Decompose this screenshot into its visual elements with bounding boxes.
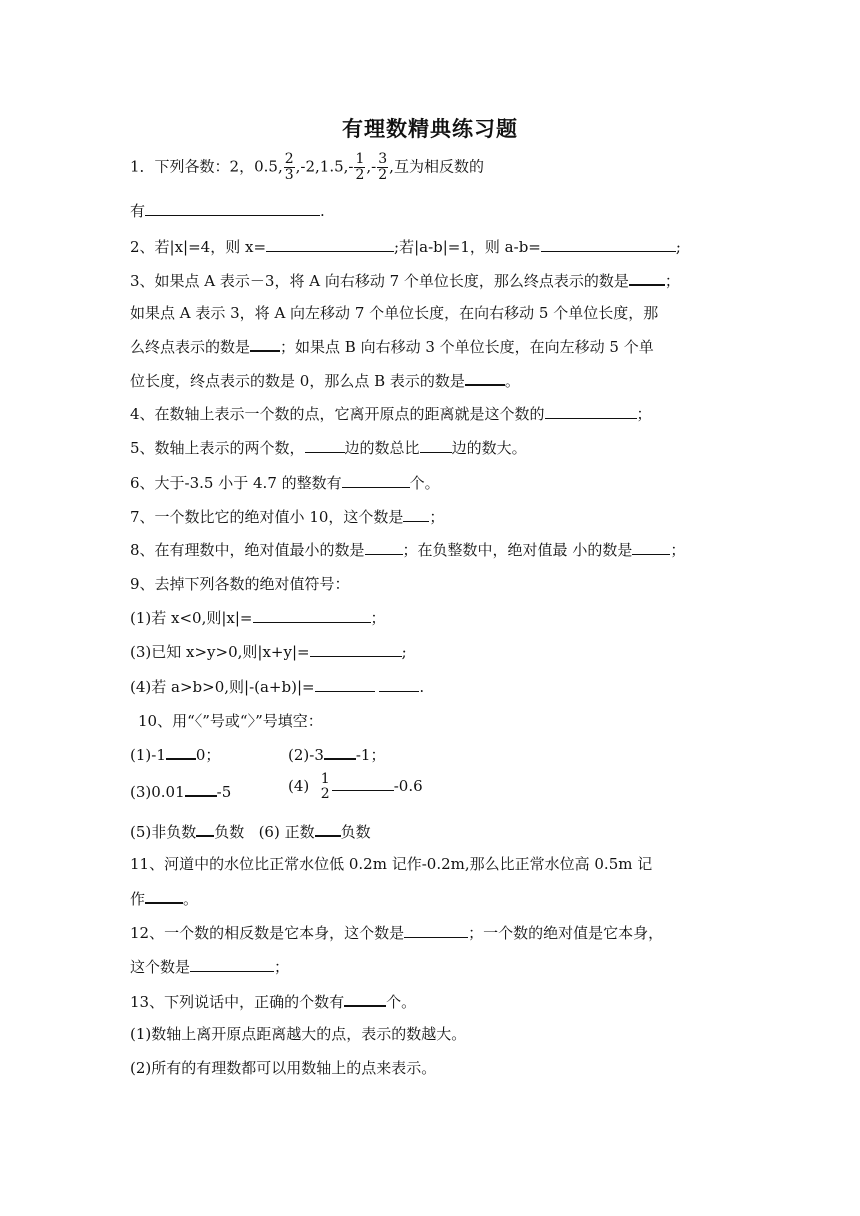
question-6: 6、大于-3.5 小于 4.7 的整数有 个。: [130, 474, 440, 492]
question-8: 8、在有理数中，绝对值最小的数是 ；在负整数中，绝对值最 小的数是 ；: [130, 541, 686, 559]
question-9-part-1: (1)若 x<0,则|x|= ；: [130, 609, 386, 627]
question-10-part-5-6: (5)非负数 负数 (6) 正数 负数: [130, 820, 371, 843]
answer-blank[interactable]: [305, 437, 345, 453]
answer-blank[interactable]: [344, 990, 386, 1007]
question-10-part-3: (3)0.01 -5: [130, 780, 231, 803]
answer-blank[interactable]: [315, 676, 375, 692]
answer-blank[interactable]: [420, 437, 452, 453]
answer-blank[interactable]: [145, 200, 320, 216]
answer-blank[interactable]: [379, 676, 419, 692]
answer-blank[interactable]: [310, 641, 402, 657]
question-13-statement-2: (2)所有的有理数都可以用数轴上的点来表示。: [130, 1059, 437, 1077]
question-13-heading: 13、下列说话中，正确的个数有 个。: [130, 990, 416, 1013]
answer-blank[interactable]: [145, 887, 183, 904]
answer-blank[interactable]: [541, 236, 676, 252]
question-3-line-4: 位长度，终点表示的数是 0，那么点 B 表示的数是 。: [130, 369, 520, 392]
question-9-heading: 9、去掉下列各数的绝对值符号：: [130, 575, 350, 593]
answer-blank[interactable]: [196, 820, 214, 837]
fraction-2-3: $\frac{2}{3}$: [284, 151, 294, 183]
question-10-part-2: (2)-3 -1；: [288, 743, 385, 766]
answer-blank[interactable]: [332, 775, 394, 791]
answer-blank[interactable]: [324, 743, 356, 760]
question-12-line-2: 这个数是 ；: [130, 958, 290, 976]
answer-blank[interactable]: [166, 743, 196, 760]
answer-blank[interactable]: [545, 403, 637, 419]
answer-blank[interactable]: [629, 269, 665, 286]
question-1-line-1: 1．下列各数：2，0.5, $\frac{2}{3}$ ,-2,1.5,- $\frac{1}{2}$ ,- $\frac{3}{2}$ ,互为相反数的: [130, 151, 484, 183]
fraction-3-2: $\frac{3}{2}$: [378, 151, 388, 183]
answer-blank[interactable]: [465, 369, 505, 386]
question-10-heading: 10、用“〈”号或“〉”号填空：: [138, 712, 323, 730]
question-5: 5、数轴上表示的两个数， 边的数总比 边的数大。: [130, 439, 527, 457]
answer-blank[interactable]: [250, 335, 280, 352]
question-4: 4、在数轴上表示一个数的点，它离开原点的距离就是这个数的 ；: [130, 405, 652, 423]
page-title: 有理数精典练习题: [342, 117, 518, 141]
answer-blank[interactable]: [185, 780, 217, 797]
question-2: 2、若|x|=4，则 x= ;若|a-b|=1，则 a-b= ;: [130, 238, 681, 256]
question-11-line-1: 11、河道中的水位比正常水位低 0.2m 记作-0.2m,那么比正常水位高 0.5m 记: [130, 855, 653, 873]
question-13-statement-1: (1)数轴上离开原点距离越大的点，表示的数越大。: [130, 1025, 467, 1043]
question-10-part-4: (4) 1 2 -0.6: [288, 771, 423, 802]
answer-blank[interactable]: [315, 820, 341, 837]
answer-blank[interactable]: [365, 539, 403, 555]
question-12-line-1: 12、一个数的相反数是它本身，这个数是 ；一个数的绝对值是它本身，: [130, 924, 664, 942]
question-1-line-2: 有 .: [130, 202, 325, 220]
question-7: 7、一个数比它的绝对值小 10，这个数是 ；: [130, 508, 445, 526]
fraction-1-2: 1 2: [320, 771, 330, 802]
answer-blank[interactable]: [404, 922, 468, 938]
answer-blank[interactable]: [266, 236, 394, 252]
question-9-part-4: (4)若 a>b>0,则|-(a+b)|= .: [130, 678, 425, 696]
question-3-line-3: 么终点表示的数是 ；如果点 B 向右移动 3 个单位长度，在向左移动 5 个单: [130, 335, 654, 358]
question-10-row-1: (1)-1 0；: [130, 743, 220, 766]
answer-blank[interactable]: [403, 506, 429, 522]
question-9-part-3: (3)已知 x>y>0,则|x+y|= ;: [130, 643, 407, 661]
answer-blank[interactable]: [253, 607, 371, 623]
answer-blank[interactable]: [342, 472, 410, 488]
question-3-line-2: 如果点 A 表示 3，将 A 向左移动 7 个单位长度，在向右移动 5 个单位长度，那: [130, 304, 659, 322]
question-3-line-1: 3、如果点 A 表示－3，将 A 向右移动 7 个单位长度，那么终点表示的数是 ；: [130, 269, 680, 292]
answer-blank[interactable]: [632, 539, 670, 555]
question-11-line-2: 作 。: [130, 887, 198, 910]
fraction-1-2: $\frac{1}{2}$: [355, 151, 365, 183]
answer-blank[interactable]: [190, 956, 274, 972]
